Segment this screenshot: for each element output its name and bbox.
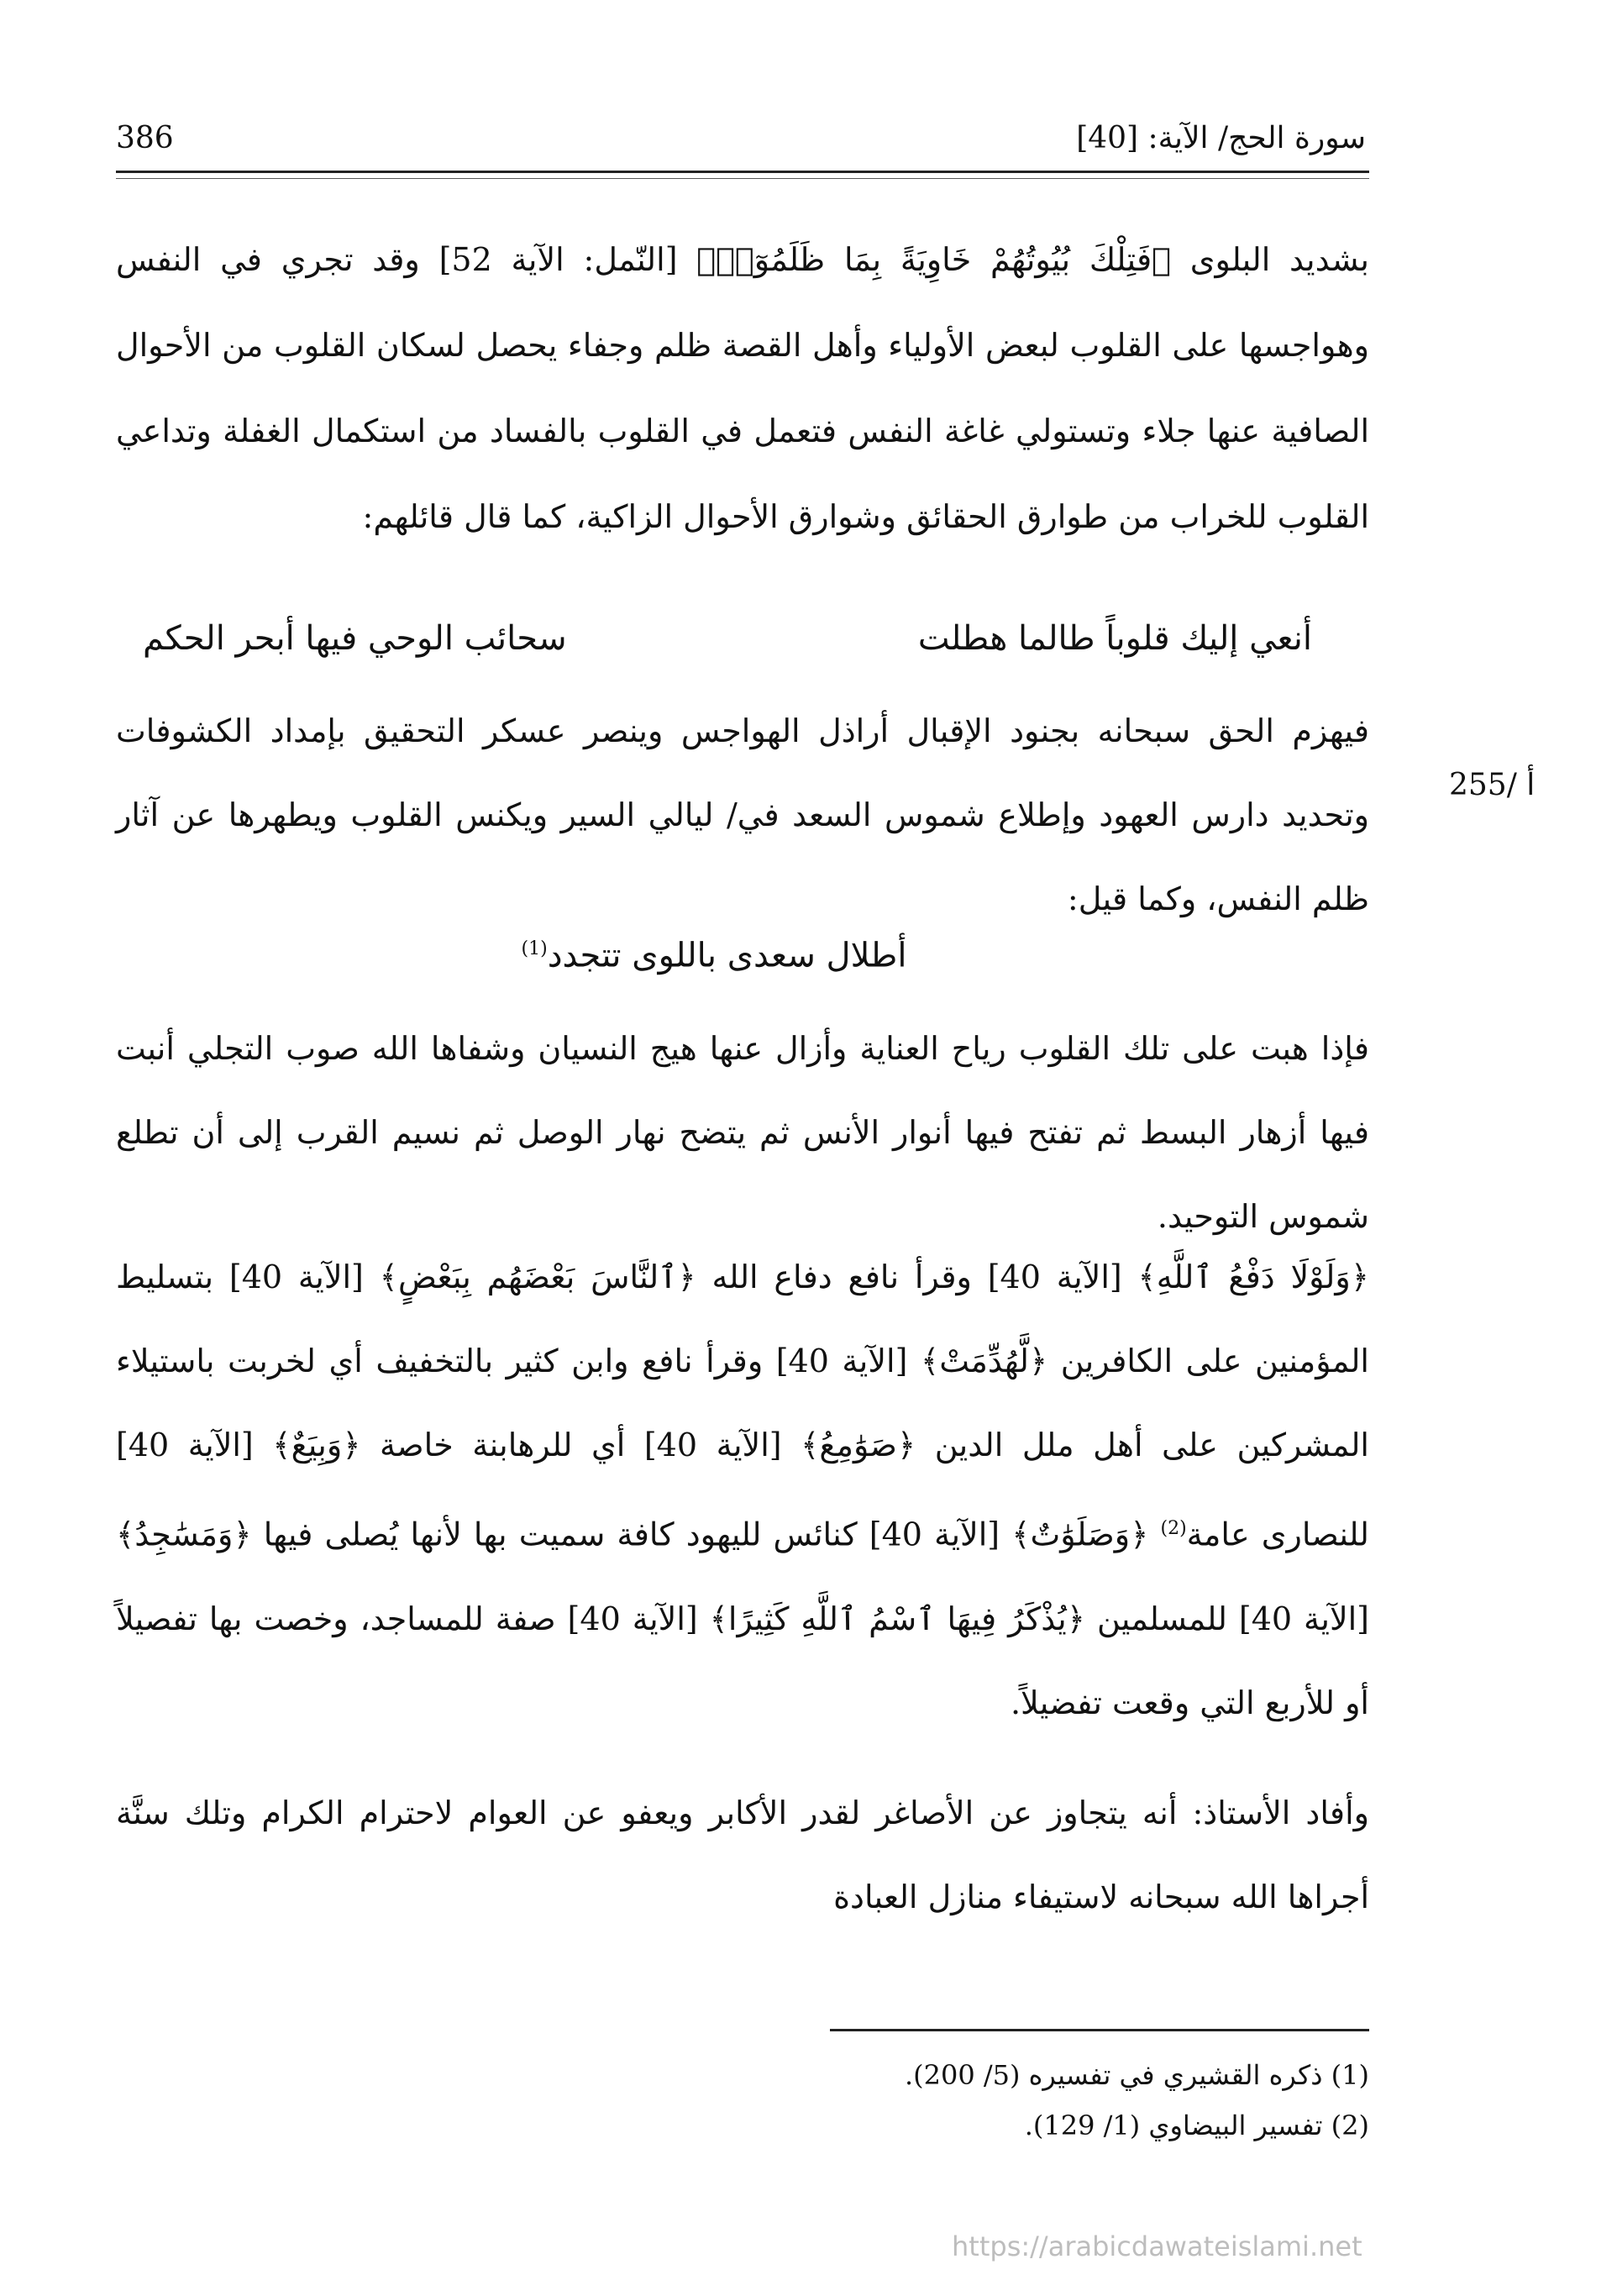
surah-title: سورة الحج/ الآية: [40]	[1076, 121, 1366, 155]
watermark-url: https://arabicdawateislami.net	[952, 2230, 1362, 2262]
footnote-ref-2: (2)	[1160, 1518, 1187, 1539]
verse-text: أطلال سعدى باللوى تتجدد	[547, 936, 907, 975]
paragraph-4-text-b: ﴿وَصَلَوَٰتٌ﴾ [الآية 40] كنائس لليهود كافة سميت بها لأنها يُصلى فيها ﴿وَمَسَٰجِدُ﴾ [الآية 40] للمسلمين ﴿يُذْكَرُ فِيهَا ٱسْمُ ٱللَّهِ كَثِيرًا﴾ [الآية 40] صفة للمساجد، وخصت بها تفصيلاً أو للأربع التي وقعت تفضيلاً.	[116, 1516, 1369, 1721]
poetry-verse-1	[143, 609, 1312, 668]
paragraph-1: بشديد البلوى ﴿فَتِلْكَ بُيُوتُهُمْ خَاوِيَةً بِمَا ظَلَمُوٓا۟﴾ [النّمل: الآية 52] وقد تجري في النفس وهواجسها على القلوب لبعض الأولياء وأهل القصة ظلم وجفاء يحصل لسكان القلوب من الأحوال الصافية عنها جلاء وتستولي غاغة النفس فتعمل في القلوب بالفساد من استكمال الغفلة وتداعي القلوب للخراب من طوارق الحقائق وشوارق الأحوال الزاكية، كما قال قائلهم:	[116, 241, 1370, 535]
verse-hemistich-left: سحائب الوحي فيها أبحر الحكم	[143, 619, 567, 658]
footnote-rule	[830, 2029, 1369, 2031]
paragraph-2: فيهزم الحق سبحانه بجنود الإقبال أراذل الهواجس وينصر عسكر التحقيق بإمداد الكشوفات وتحديد دارس العهود وإطلاع شموس السعد في/ ليالي السير ويكنس القلوب ويطهرها عن آثار ظلم النفس، وكما قيل:	[116, 712, 1369, 917]
footnote-ref-1: (1)	[521, 938, 548, 959]
footnotes	[588, 2050, 1369, 2151]
footnote-1: (1) ذكره القشيري في تفسيره (5/ 200).	[904, 2059, 1369, 2091]
running-header	[116, 118, 1366, 160]
header-rule-thin	[116, 178, 1369, 179]
paragraph-4-text-a: ﴿وَلَوْلَا دَفْعُ ٱللَّهِ﴾ [الآية 40] وقرأ نافع دفاع الله ﴿ٱلنَّاسَ بَعْضَهُم بِبَعْضٍ﴾ [الآية 40] بتسليط المؤمنين على الكافرين ﴿لَّهُدِّمَتْ﴾ [الآية 40] وقرأ نافع وابن كثير بالتخفيف أي لخربت باستيلاء المشركين على أهل ملل الدين ﴿صَوَٰمِعُ﴾ [الآية 40] أي للرهابنة خاصة ﴿وَبِيَعٌ﴾ [الآية 40] للنصارى عامة	[116, 1258, 1369, 1553]
footnote-2: (2) تفسير البيضاوي (1/ 129).	[1024, 2109, 1369, 2141]
manuscript-folio-marker: 255/ أ	[1449, 768, 1536, 802]
paragraph-4	[116, 1235, 1369, 1745]
header-rule	[116, 171, 1369, 173]
paragraph-5: وأفاد الأستاذ: أنه يتجاوز عن الأصاغر لقدر الأكابر ويعفو عن العوام لاحترام الكرام وتلك سنَّة أجراها الله سبحانه لاستيفاء منازل العبادة	[116, 1794, 1369, 1915]
paragraph-3: فإذا هبت على تلك القلوب رياح العناية وأزال عنها هيج النسيان وشفاها الله صوب التجلي أنبت فيها أزهار البسط ثم تفتح فيها أنوار الأنس ثم يتضح نهار الوصل ثم نسيم القرب إلى أن تطلع شموس التوحيد.	[116, 1030, 1369, 1235]
verse-hemistich-right: أنعي إليك قلوباً طالما هطلت	[917, 619, 1312, 658]
poetry-verse-2	[336, 920, 1092, 985]
page-number: 386	[116, 121, 174, 155]
